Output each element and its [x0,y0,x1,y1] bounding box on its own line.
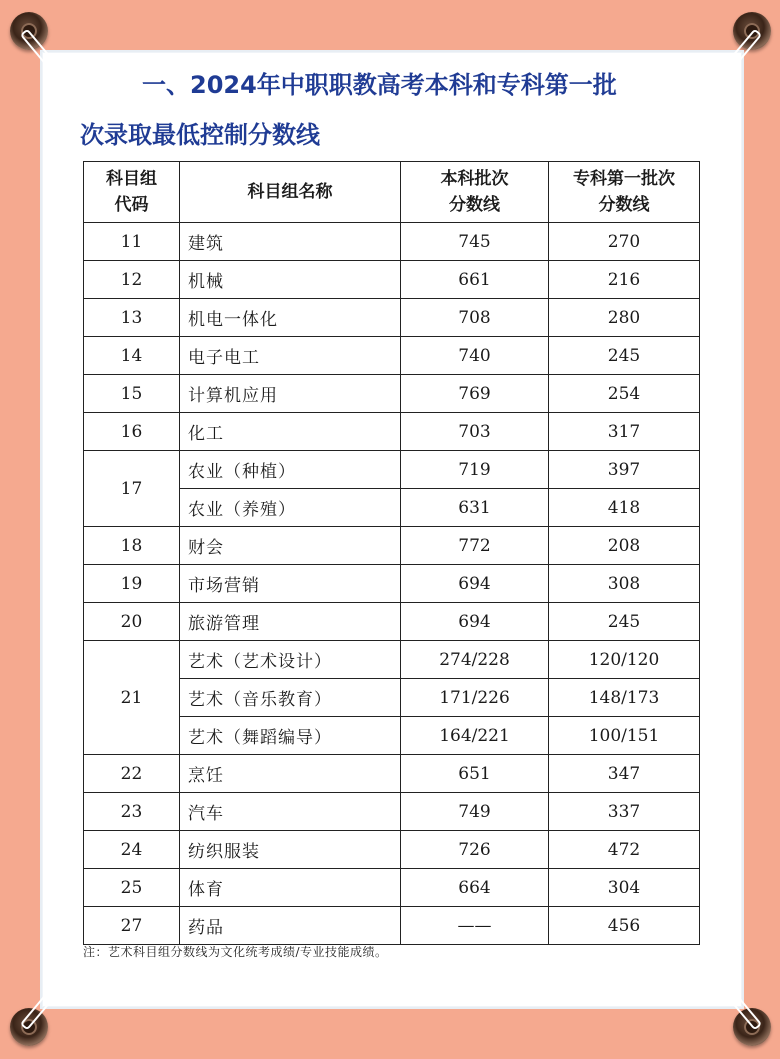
name-cell: 机械 [180,261,401,299]
table-row [84,413,700,451]
college-score-cell: 270 [549,223,700,261]
bachelor-score-cell: 719 [401,451,549,489]
code-cell: 16 [84,413,180,451]
name-cell: 艺术（音乐教育） [180,679,401,717]
bachelor-score-cell: 740 [401,337,549,375]
college-score-cell: 472 [549,831,700,869]
name-cell: 体育 [180,869,401,907]
table-row [84,565,700,603]
college-score-cell: 245 [549,603,700,641]
header-code [84,162,180,223]
table-row [84,261,700,299]
bachelor-score-cell: 769 [401,375,549,413]
bachelor-score-cell: 726 [401,831,549,869]
code-cell: 12 [84,261,180,299]
college-score-cell: 397 [549,451,700,489]
table-row [84,793,700,831]
score-table [83,161,700,945]
bachelor-score-cell: 274/228 [401,641,549,679]
bachelor-score-cell: 694 [401,565,549,603]
college-score-cell: 418 [549,489,700,527]
name-cell: 建筑 [180,223,401,261]
table-row [84,299,700,337]
code-cell: 11 [84,223,180,261]
name-cell: 药品 [180,907,401,945]
name-cell: 汽车 [180,793,401,831]
code-cell: 22 [84,755,180,793]
name-cell: 农业（养殖） [180,489,401,527]
code-cell: 13 [84,299,180,337]
header-code-line-1: 科目组 [106,169,157,189]
code-cell: 17 [84,451,180,527]
name-cell: 农业（种植） [180,451,401,489]
bachelor-score-cell: 661 [401,261,549,299]
college-score-cell: 148/173 [549,679,700,717]
bachelor-score-cell: 749 [401,793,549,831]
table-row [84,869,700,907]
title-line-1: 一、2024年中职职教高考本科和专科第一批 [142,71,617,99]
title-line-2: 次录取最低控制分数线 [80,121,320,149]
college-score-cell: 100/151 [549,717,700,755]
code-cell: 25 [84,869,180,907]
name-cell: 旅游管理 [180,603,401,641]
name-cell: 艺术（舞蹈编导） [180,717,401,755]
code-cell: 21 [84,641,180,755]
name-cell: 电子电工 [180,337,401,375]
score-table-body [84,223,700,945]
name-cell: 财会 [180,527,401,565]
table-row [84,831,700,869]
code-cell: 20 [84,603,180,641]
college-score-cell: 304 [549,869,700,907]
code-cell: 24 [84,831,180,869]
college-score-cell: 254 [549,375,700,413]
header-code-line-2: 代码 [114,195,149,215]
code-cell: 18 [84,527,180,565]
code-cell: 19 [84,565,180,603]
header-college-line-1: 专科第一批次 [573,169,675,189]
header-name: 科目组名称 [180,162,401,223]
table-row [84,337,700,375]
bachelor-score-cell: —— [401,907,549,945]
name-cell: 化工 [180,413,401,451]
code-cell: 27 [84,907,180,945]
code-cell: 23 [84,793,180,831]
header-bachelor [401,162,549,223]
bachelor-score-cell: 651 [401,755,549,793]
college-score-cell: 208 [549,527,700,565]
college-score-cell: 308 [549,565,700,603]
table-row [84,375,700,413]
code-cell: 14 [84,337,180,375]
college-score-cell: 245 [549,337,700,375]
name-cell: 机电一体化 [180,299,401,337]
code-cell: 15 [84,375,180,413]
name-cell: 市场营销 [180,565,401,603]
name-cell: 计算机应用 [180,375,401,413]
bachelor-score-cell: 664 [401,869,549,907]
table-row [84,603,700,641]
footnote: 注：艺术科目组分数线为文化统考成绩/专业技能成绩。 [83,945,388,959]
college-score-cell: 337 [549,793,700,831]
bachelor-score-cell: 772 [401,527,549,565]
bachelor-score-cell: 708 [401,299,549,337]
bachelor-score-cell: 171/226 [401,679,549,717]
college-score-cell: 216 [549,261,700,299]
header-bachelor-line-1: 本科批次 [440,169,509,189]
college-score-cell: 317 [549,413,700,451]
bachelor-score-cell: 164/221 [401,717,549,755]
name-cell: 烹饪 [180,755,401,793]
header-college-line-2: 分数线 [598,195,650,215]
table-row [84,223,700,261]
bachelor-score-cell: 631 [401,489,549,527]
table-header-row [84,162,700,223]
college-score-cell: 120/120 [549,641,700,679]
header-college [549,162,700,223]
table-row [84,451,700,489]
table-row [84,527,700,565]
bachelor-score-cell: 694 [401,603,549,641]
table-row [84,907,700,945]
table-row [84,641,700,679]
college-score-cell: 347 [549,755,700,793]
table-row [84,755,700,793]
page-title [80,60,720,160]
bachelor-score-cell: 745 [401,223,549,261]
name-cell: 纺织服装 [180,831,401,869]
college-score-cell: 280 [549,299,700,337]
header-bachelor-line-2: 分数线 [449,195,500,215]
bachelor-score-cell: 703 [401,413,549,451]
college-score-cell: 456 [549,907,700,945]
name-cell: 艺术（艺术设计） [180,641,401,679]
